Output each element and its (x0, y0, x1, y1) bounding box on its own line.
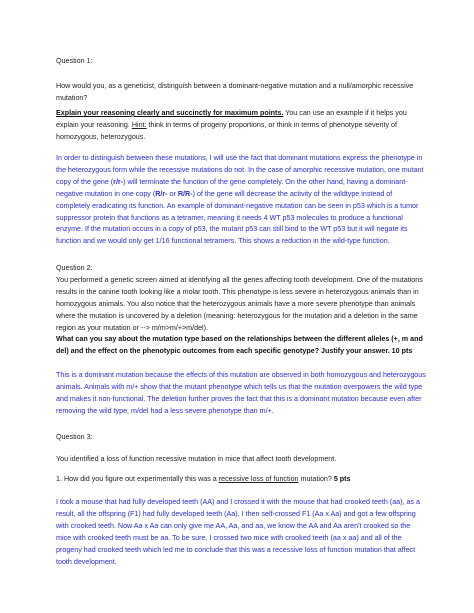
q1-answer-part: ) will terminate the function of the gene completely. On the other hand, having a dominant-negative mutation in one copy ( (56, 177, 408, 198)
q1-answer-genotype: r/r- (113, 177, 124, 186)
q3-subquestion-text: 1. How did you figure out experimentally this was a (56, 475, 219, 483)
q3-intro: You identified a loss of function recessive mutation in mice that affect tooth development. (56, 455, 337, 463)
q1-answer-part: or (167, 189, 178, 198)
q1-instruction-text: You can use an example if it helps you explain your reasoning. (56, 109, 407, 129)
q1-hint-label: Hint: (131, 120, 147, 129)
q3-points: 5 pts (333, 475, 351, 483)
q1-answer (56, 153, 426, 248)
q1-answer-part: In order to distinguish between these mutations, I will use the fact that dominant mutations express the phenotype in the heterozygous form while the recessive mutations do not. In the case of amorphic recessive mutation, one mutant copy of the gene ( (56, 154, 424, 186)
q1-prompt: How would you, as a geneticist, distinguish between a dominant-negative mutation and a null/amorphic recessive mutation? (56, 82, 414, 102)
q2-prompt: You performed a genetic screen aimed at identifying all the genes affecting tooth development. One of the mutations results in the canine tooth looking like a molar tooth. This phenotype is less severe in heterozygous animals than in homozygous animals. You also notice that the heterozygous animals have a more severe phenotype than animals where the mutation is uncovered by a deletion (meaning: heterozygous for the mutation and a deletion in the same region as your mutation or --> m/m>m/+>m/del). (56, 276, 423, 332)
q1-answer-part: ) of the gene will decrease the activity of the wildtype instead of completely eradicating its function. An example of dominant-negative mutation can be seen in p53 which is a tumor suppressor protein that functions as a tetramer, meaning it needs 4 WT p53 molecules to produce a functional enzyme. If the mutation occurs in a copy of p53, the mutant p53 can still bind to the WT p53 but it will negate its function and we would only get 1/16 functional tetramers. This shows a reduction in the wild-type function. (56, 189, 419, 246)
q2-answer: This is a dominant mutation because the effects of this mutation are observed in both homozygous and heterozygous animals. Animals with m/+ show that the mutant phenotype which tells us that the mutation overpowers the wild type and makes it non-functional. The deletion further proves the fact that this is a dominant mutation because even after removing the wild type, m/del had a less severe phenotype than m/+. (56, 371, 426, 415)
q3-subquestion-underlined: recessive loss of function (218, 475, 299, 483)
q1-answer-genotype: R/R- (177, 189, 193, 198)
q3-heading: Question 3: (56, 433, 93, 441)
q3-answer: I took a mouse that had fully developed teeth (AA) and I crossed it with the mouse that had crooked teeth (aa), as a result, all the offspring (F1) had fully developed teeth (Aa). I then self-crossed F1 (Aa x Aa) and got a few offspring with crooked teeth. Now Aa x Aa can only give me AA, Aa, and aa, we know the AA and Aa aren't crooked so the mice with crooked teeth must be aa. To be sure, I crossed two mice with crooked teeth (aa x aa) and all of the progeny had crooked teeth which led me to conclude that this was a recessive loss of function mutation that affect tooth development. (56, 498, 420, 566)
q1-heading: Question 1: (56, 57, 93, 65)
q1-instructions (56, 108, 426, 144)
q3-subquestion-text: mutation? (298, 475, 334, 483)
q3-subquestion (56, 474, 426, 486)
q1-answer-genotype: R/r- (155, 189, 168, 198)
q2-question: What can you say about the mutation type based on the relationships between the different alleles (+, m and del) and the effect on the phenotypic outcomes from each specific genotype? Justify your answer. 10 pts (56, 335, 423, 355)
q2-heading: Question 2: (56, 264, 93, 272)
q1-hint-text: think in terms of progeny proportions, or think in terms of phenotype severity of homozygous, heterozygous. (56, 120, 397, 141)
q1-instruction-bold: Explain your reasoning clearly and succinctly for maximum points. (56, 109, 284, 117)
